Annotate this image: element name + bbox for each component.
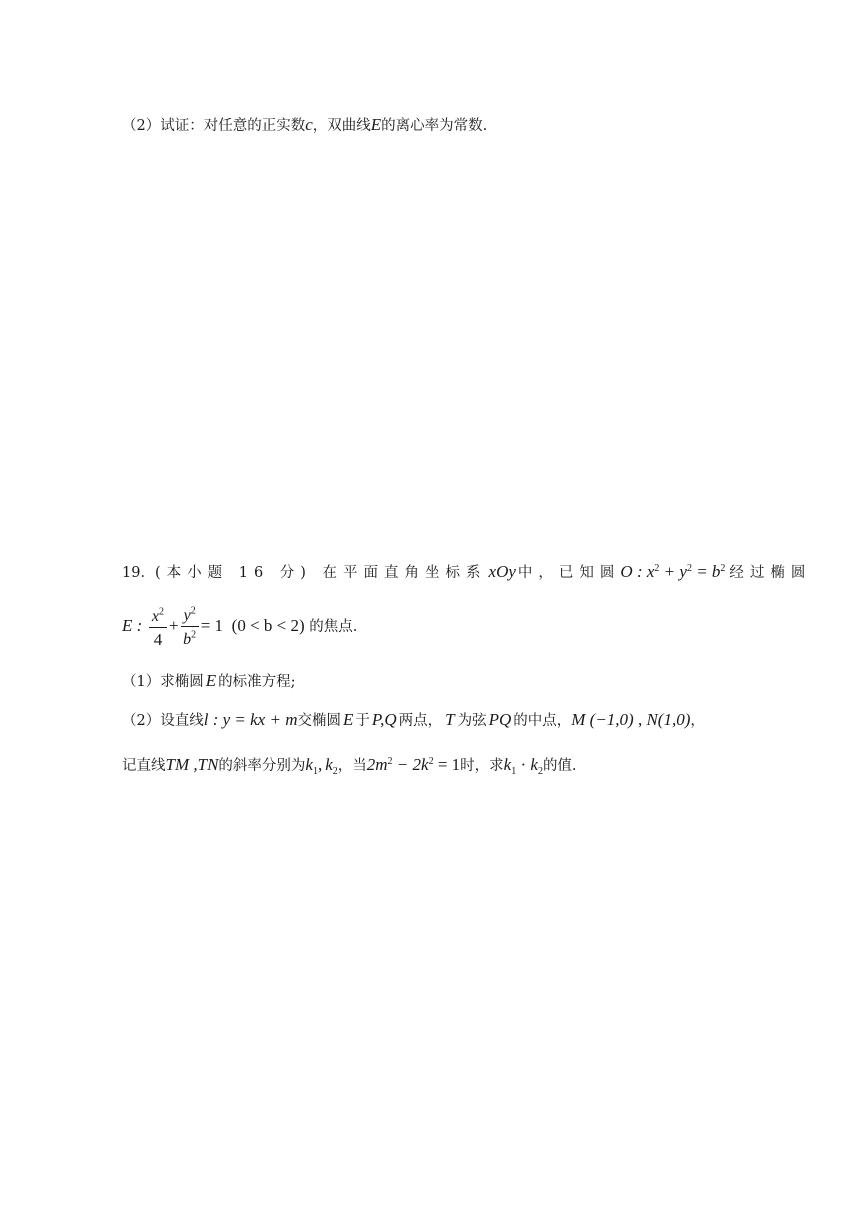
equals-one: = 1: [200, 616, 224, 635]
k1-sub: 1: [312, 765, 318, 777]
sub2-prefix: （2）设直线: [122, 713, 204, 729]
sub-question-1: [122, 672, 296, 690]
part2-suffix: 的离心率为常数.: [381, 118, 488, 134]
sub2b-prefix: 记直线: [122, 758, 166, 774]
part2-prefix: （2）试证：对任意的正实数: [122, 118, 306, 134]
sub1-suffix: 的标准方程;: [218, 674, 296, 690]
sub2-mid1: 交椭圆: [297, 713, 341, 729]
k1-product-sub: 1: [511, 765, 517, 777]
q19-mid: 中，已知圆: [517, 565, 621, 581]
k2-product-sub: 2: [537, 765, 543, 777]
after-circle: 经过椭圆: [729, 565, 812, 581]
frac2-den: b: [183, 631, 192, 648]
k2-sub: 2: [332, 765, 338, 777]
exp-2a: 2: [654, 563, 660, 575]
problem18-part2: [122, 116, 487, 134]
line-TN: TN: [197, 755, 219, 774]
eq-2k: − 2k: [392, 755, 429, 774]
sub1-E: E: [205, 671, 217, 690]
sub2-mid3: 两点，: [398, 713, 443, 729]
xoy-symbol: xOy: [488, 562, 516, 581]
sub2b-mid1: 的斜率分别为: [218, 758, 306, 774]
var-E: E: [370, 115, 382, 134]
chord-PQ: PQ: [488, 710, 512, 729]
point-T: T: [445, 710, 455, 729]
frac2-num: y: [183, 607, 191, 624]
line-TM: TM: [165, 755, 190, 774]
q19-header-line: [122, 563, 811, 581]
sub2-mid5: 的中点，: [513, 713, 572, 729]
point-N: N(1,0): [646, 710, 691, 729]
k2-symbol: k: [325, 755, 333, 774]
point-M: M (−1,0): [571, 710, 634, 729]
focus-text: 的焦点.: [309, 619, 358, 635]
circle-lhs: O : x: [620, 562, 655, 581]
sub1-prefix: （1）求椭圆: [122, 674, 204, 690]
circle-eq: = b: [691, 562, 721, 581]
exp-2b: 2: [686, 563, 692, 575]
sub-question-2-line1: [122, 711, 705, 729]
sub-question-2-line2: 记直线TM ,TN的斜率分别为$k_1$, $k_2$，当$2m^2 - 2k^2 = 1$时，求$k_1 \cdot k_2$的值.: [122, 755, 577, 777]
fraction-x2-over-4: [149, 607, 167, 648]
sub2-E: E: [342, 710, 354, 729]
sub2-mid2: 于: [355, 713, 370, 729]
var-c: c: [305, 115, 313, 134]
plus-sign: +: [169, 616, 179, 635]
frac1-num: x: [151, 607, 160, 625]
points-PQ: P,Q: [371, 710, 397, 729]
part2-middle: ，双曲线: [312, 118, 371, 134]
eq-exp-k: 2: [428, 756, 434, 768]
sub2-comma: ,: [633, 710, 647, 729]
sub2-end: ，: [690, 713, 705, 729]
dot-operator: ·: [516, 755, 531, 774]
fraction-y2-over-b2: [181, 606, 199, 648]
frac1-exp: 2: [159, 605, 165, 617]
sub2b-mid2: ，当: [337, 758, 367, 774]
k1-product: k: [503, 755, 512, 774]
frac1-den: 4: [153, 629, 163, 649]
k2-product: k: [530, 755, 538, 774]
exp-2c: 2: [720, 563, 726, 575]
sub2b-end: 的值.: [542, 758, 577, 774]
ellipse-E: E :: [122, 616, 143, 635]
circle-plus: + y: [659, 562, 687, 581]
k1-symbol: k: [305, 755, 313, 774]
eq-exp-m: 2: [387, 756, 393, 768]
sub2b-sep: ,: [189, 755, 198, 774]
eq-one: = 1: [433, 755, 461, 774]
frac2-num-exp: 2: [190, 605, 196, 617]
q19-number: 19．: [122, 565, 155, 581]
condition: (0 < b < 2): [231, 616, 305, 635]
line-l-equation: l : y = kx + m: [203, 710, 298, 729]
sub2b-mid3: 时，求: [460, 758, 504, 774]
eq-2m: 2m: [366, 755, 388, 774]
frac2-den-exp: 2: [191, 629, 197, 641]
q19-header: (本小题 16 分) 在平面直角坐标系: [154, 565, 487, 581]
ellipse-equation-line: [122, 606, 357, 648]
sub2-mid4: 为弦: [457, 713, 487, 729]
